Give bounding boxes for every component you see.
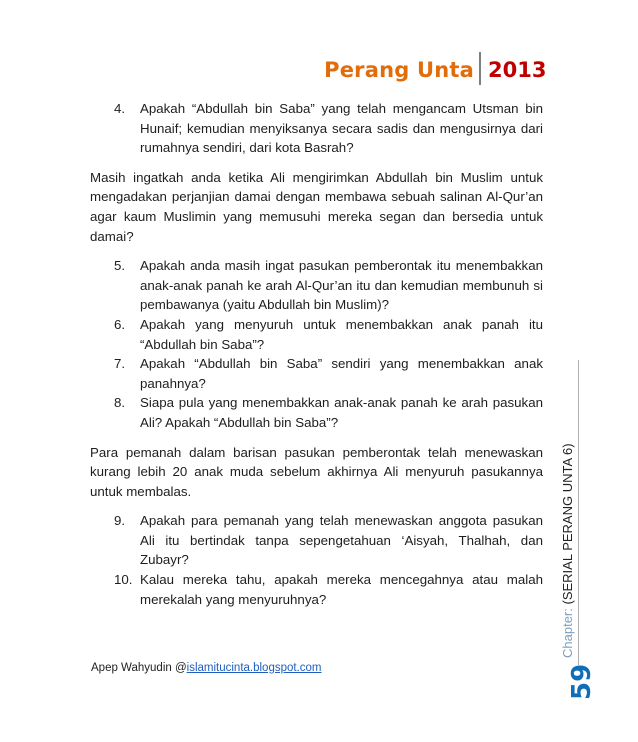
page-footer <box>91 662 322 674</box>
list-number: 8. <box>114 395 126 411</box>
list-number: 6. <box>114 316 126 332</box>
header-divider <box>479 52 481 85</box>
list-text: Apakah para pemanah yang telah menewaskan anggota pasukan Ali itu bertindak tanpa sepengetahuan ‘Aisyah, Thalhah, dan Zubayr? <box>140 513 543 568</box>
chapter-prefix: Chapter: <box>560 608 575 658</box>
header-year: 2013 <box>488 58 547 82</box>
list-item <box>114 315 543 354</box>
page-body <box>90 99 543 609</box>
chapter-title: (SERIAL PERANG UNTA 6) <box>560 443 575 605</box>
footer-author: Apep Wahyudin @ <box>91 662 187 674</box>
list-item <box>114 511 543 570</box>
list-item <box>114 354 543 393</box>
footer-blog-link[interactable]: islamitucinta.blogspot.com <box>186 662 322 674</box>
list-text: Apakah “Abdullah bin Saba” yang telah mengancam Utsman bin Hunaif; kemudian menyiksanya secara sadis dan mengusirnya dari rumahnya sendiri, dari kota Basrah? <box>140 101 543 156</box>
list-text: Apakah “Abdullah bin Saba” sendiri yang menembakkan anak panahnya? <box>140 356 543 391</box>
sidebar-divider <box>578 360 579 665</box>
page-number: 59 <box>567 663 597 700</box>
paragraph-1: Masih ingatkah anda ketika Ali mengirimkan Abdullah bin Muslim untuk mengadakan perjanjian damai dengan membawa sebuah salinan Al-Qur’an agar kaum Muslimin yang memusuhi mereka segan dan bersedia untuk damai? <box>90 169 543 244</box>
list-number: 4. <box>114 101 126 116</box>
list-text: Apakah yang menyuruh untuk menembakkan anak panah itu “Abdullah bin Saba”? <box>140 316 543 352</box>
list-number: 5. <box>114 258 126 274</box>
list-item <box>114 393 543 432</box>
list-text: Apakah anda masih ingat pasukan pemberontak itu menembakkan anak-anak panah ke arah Al-Qur’an itu dan kemudian membunuh si pembawanya (yaitu Abdullah bin Muslim)? <box>140 258 543 313</box>
chapter-label <box>560 443 575 658</box>
page-header <box>0 58 638 84</box>
list-item <box>114 99 543 158</box>
list-item <box>114 256 543 315</box>
header-title: Perang Unta <box>324 58 474 82</box>
list-item <box>114 570 543 609</box>
list-number: 7. <box>114 356 126 372</box>
list-text: Kalau mereka tahu, apakah mereka mencegahnya atau malah merekalah yang menyuruhnya? <box>140 572 543 607</box>
paragraph-2: Para pemanah dalam barisan pasukan pemberontak telah menewaskan kurang lebih 20 anak muda sebelum akhirnya Ali menyuruh pasukannya untuk membalas. <box>90 444 543 499</box>
list-text: Siapa pula yang menembakkan anak-anak panah ke arah pasukan Ali? Apakah “Abdullah bin Saba”? <box>140 395 543 430</box>
list-number: 10. <box>114 572 133 588</box>
list-number: 9. <box>114 513 126 529</box>
